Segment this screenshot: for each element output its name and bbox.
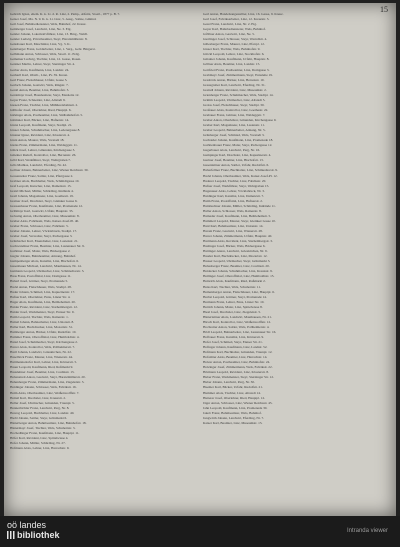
directory-entry: Heinzl Karl, Drechsler, Linz, Kreuzstr. 2.: [10, 395, 66, 400]
directory-entry: Geyer Franz, Schneider, Linz, Altstadt 9.: [10, 97, 66, 102]
directory-entry: Hummer Alois, Tischler, Linz, Altstadt 14.: [203, 390, 261, 395]
directory-entry: Gruber Josef, Verwalter, Steyr, Pachergasse 3.: [10, 234, 73, 239]
viewer-footer: [0, 516, 400, 547]
directory-entry: Göls Mathias, Landwirt, Eferding, Nr. 42.: [10, 163, 67, 168]
directory-entry: Hermann Franz, Lehrer, Enns, Linzer Str. 10.: [203, 299, 265, 304]
directory-entry: Hafner Karl, Oberlehrer, Enns, Linzer Str. 4.: [10, 294, 71, 299]
directory-entry: Gusenleitner Anton, Sattler, Urfahr, Rudolfstr. 6.: [203, 163, 270, 168]
directory-entry: Hochreiter Anton, Sattler, Wels, Pollheimerstr. 4.: [203, 324, 270, 329]
logo-line-1: oö landes: [7, 520, 47, 530]
directory-entry: Geisler Ludwig, Privatbeamter, Steyr, Haratzmüllerstr. 8.: [10, 37, 88, 42]
directory-entry: Gentner Martin, Lehrer, Steyr, Sierninger Str. 4.: [10, 62, 75, 67]
directory-entry: Greiner Josef, Drechsler, Steyr, Gleinker Gasse 6.: [10, 198, 78, 203]
directory-entry: Glück Josef, Lehrer, Gmunden, Kirchengasse 3.: [10, 148, 76, 153]
directory-entry: Hafner Josef, Werkführer, Steyr, Wehrgraben 15.: [203, 183, 270, 188]
right-column: [203, 12, 393, 512]
directory-entry: Haberl Josef, Gärtner, Steyr, Promenade 5.: [10, 279, 69, 284]
directory-entry: Hofmann Alois, Lehrer, Linz, Harrachstr. 9.: [10, 446, 70, 451]
directory-entry: Glaser Johann, Schuhmacher, Linz, Lederergasse 8.: [10, 128, 81, 133]
directory-entry: Heiss Karl, Tischler, Wels, Schubertstr. 11.: [203, 284, 261, 289]
directory-entry: Heinrich Alois, Kaufmann, Ried, Roßmarkt 2.: [203, 279, 266, 284]
directory-entry: Grössing Anton, Oberbeamter, Linz, Museumstr. 8.: [10, 213, 80, 218]
directory-entry: Hauser Leopold, Uhrmacher, Steyr, Grünmarkt 3.: [203, 259, 271, 264]
directory-entry: Grabmayr Josef, Zimmermann, Steyr, Ennsleite 19.: [203, 72, 273, 77]
directory-entry: Kaiser Karl, Beamter, Linz, Museumstr. 15.: [203, 420, 263, 425]
directory-entry: Hehenberger Franz, Zimmermann, Linz, Ziegeleistr. 3.: [10, 380, 85, 385]
directory-entry: Glöckl Leopold, Lehrer, Linz, Stockhofstr. 6.: [203, 52, 265, 57]
directory-entry: Hartmann Alois, Revident, Linz, Starhembergstr. 3.: [203, 239, 273, 244]
directory-entry: Hansl Josef, Schuhmacher, Steyr, Kirchengasse 2.: [10, 340, 78, 345]
directory-entry: Haberfellner Franz, Buchhalter, Linz, Schmiedtorstr. 9.: [203, 168, 278, 173]
directory-entry: Hader Johann, Schmied, Linz, Kapuzinerstr. 17.: [10, 289, 76, 294]
directory-entry: Göbl Karl, Werkführer, Steyr, Wehrgraben 7.: [10, 158, 71, 163]
directory-entry: Hödl Leopold, Bahnarbeiter, Linz, Lustenauer Str. 16.: [203, 329, 277, 334]
directory-entry: Harant Franz, Gastwirt, Linz, Wienerstr. 28.: [203, 229, 263, 234]
directory-entry: Girkinger Alois, Postbeamter, Linz, Südbahnhofstr. 5.: [10, 112, 83, 117]
directory-entry: Gurtner Josef, Beamter, Linz, Bischofstr. 13.: [203, 158, 264, 163]
directory-entry: Gruber Anton, Oberlehrer, Gmunden, Kirchengasse 9.: [203, 117, 277, 122]
directory-entry: Gruber Karl, Magazineur, Linz, Lastenstr. 11.: [203, 123, 265, 128]
directory-entry: Glatz Anton, Maurer, Wels, Vorstadt 18.: [10, 138, 65, 143]
directory-entry: Gruber Johann, Lehrer, Vöcklabruck, Stadtpl. 17.: [10, 229, 78, 234]
directory-entry: Haselböck Franz, Maurer, Linz, Wienerstr. 44.: [10, 355, 73, 360]
directory-entry: Greindl Johann, Revident, Linz, Museumstr. 2.: [203, 87, 267, 92]
directory-entry: Gruber Leopold, Bahnarbeiter, Attnang, Nr. 5.: [203, 128, 266, 133]
directory-entry: Giesen Franz, Tischler, Linz, Mühlkreisbahnstr. 2.: [10, 102, 79, 107]
directory-entry: Geyer Karl, Bahnbediensteter, Wels, Bahnhof.: [203, 27, 266, 32]
directory-entry: Gillesberger Franz, Maurer, Linz, Pfarrpl. 12.: [203, 42, 265, 47]
directory-entry: Hainbuchner Johann, Müller, Schärding, Innlände 11.: [203, 203, 276, 208]
directory-entry: Hagenauer Alois, Lehrer, Vöcklabruck, Nr. 3.: [203, 188, 265, 193]
directory-entry: Hager Alois, Kaufmann, Linz, Bethlehemstr. 20.: [10, 299, 76, 304]
directory-entry: Gerhartl Karl, Obstlt., Linz, Pv. 39. Kreuz.: [10, 72, 68, 77]
directory-entry: Grubauer Franz, Gärtner, Linz, Waldeggstr. 7.: [203, 112, 266, 117]
directory-entry: Haderer Leopold, Tischler, Linz, Fabrikstr. 20.: [203, 178, 267, 183]
directory-entry: Gillhofer Josef, Oberlehrer, Ried, Hauptpl. 6.: [10, 107, 72, 112]
directory-entry: Gusenbauer Michael, Landwirt, Mauthausen, Nr. 14.: [10, 264, 82, 269]
directory-entry: Huber Johann, Landwirt, Perg, Nr. 30.: [203, 380, 255, 385]
directory-entry: Gruber Alois, Fabrikant, Wels, Kaiser-Josef-Pl. 40.: [10, 218, 80, 223]
directory-entry: Gessl Franz, Landwirt, Linz, Nr. 2. Eig.: [203, 22, 257, 27]
logo-line-2: bibliothek: [17, 530, 60, 540]
directory-entry: Heller Josef, Uhrmacher, Gmunden, Traunpl. 5.: [10, 400, 75, 405]
directory-entry: Gelbmann Anton, Schlosser, Wels, Stoatl. 11. Erdg.: [10, 52, 80, 57]
directory-entry: Hauer Leopold, Kaufmann, Ried, Roßmarkt 9.: [10, 365, 74, 370]
directory-entry: Harrer Alois, Kontrollor, Wels, Pollheimerstr. 7.: [10, 345, 76, 350]
directory-entry: Hofstätter Alois, Beamter, Linz, Harrachstr. 14.: [203, 355, 268, 360]
directory-entry: Gehrich Ignaz, ehem. K. k. Lt. d. R. Linz, 2. Pamp., Alfeitz, Stoatl., 1877 p. B. 7.: [10, 12, 121, 16]
directory-entry: Hinterberger Anton, Bahnbeamter, Linz, Bahnhofstr. 18.: [10, 420, 87, 425]
directory-entry: Gutmann Leopold, Uhrmacher, Linz, Schmiedtorstr. 3.: [10, 269, 85, 274]
directory-entry: Hartl Johann, Landwirt, Grieskirchen, Nr. 22.: [10, 350, 72, 355]
scanned-page: [4, 3, 396, 516]
directory-entry: Geinberger Josef, Landwirt, Linz, Ne. 3. Eig.: [10, 27, 72, 32]
directory-entry: Hackl Johann, Oberbeamter, Wels, Kaiser-Josef-Pl. 12.: [203, 173, 278, 178]
directory-entry: Hebenstreit Anton, Gastwirt, Steyr, Haratzmüllerstr. 20.: [10, 375, 86, 380]
directory-entry: Hammer Franz, Oberoffizial, Linz, Humboldtstr. 4.: [10, 335, 80, 339]
directory-entry: Gerstl Anton, Beamter, Linz, Bahnhofstr. 3.: [10, 87, 70, 92]
directory-entry: Hiebl Johann, Sattler, Steyr, Grünmarkt 6.: [10, 415, 68, 420]
directory-entry: Hennerbichler Franz, Landwirt, Perg, Nr. 8.: [10, 405, 70, 410]
directory-entry: Gugler Johann, Bahnbeamter, Attnang, Bahnhof.: [10, 254, 77, 259]
directory-entry: Huber Franz, Werkmeister, Steyr, Sierninger Str. 12.: [203, 375, 274, 380]
directory-entry: Hofinger Johann, Kaufmann, Linz, Landstr. 52.: [203, 345, 268, 350]
directory-entry: Grausgruber Karl, Landwirt, Eferding, Nr. 31.: [203, 82, 266, 87]
directory-entry: Gemeiner Ludwig, Tischler, Linz, 12. Gasse, Rosen.: [10, 57, 82, 62]
directory-entry: Haim Franz, Postoffizial, Linz, Hafnerstr. 2.: [203, 198, 263, 203]
directory-entry: Grünbacher Karl, Eisendreher, Linz, Lastenstr. 21.: [10, 239, 79, 244]
logo-bars-icon: [7, 531, 15, 539]
directory-entry: Heidecker Johann, Schuhmacher, Linz, Kreuzstr. 9.: [203, 269, 273, 274]
directory-entry: Geistberger Franz, Goldarbeiter, Linz, 1. Verg., Gebr. Bürgerst.: [10, 47, 96, 52]
directory-entry: Glanz Leopold, Kaufmann, Steyr, Stadtpl. 21.: [10, 123, 73, 128]
directory-entry: Hofer Johann, Müller, Schärding, Nr. 27.: [10, 440, 66, 445]
intranda-viewer-link[interactable]: Intranda viewer: [346, 528, 388, 534]
directory-entry: Hamberger Anton, Bäcker, Urfahr, Rudolfstr. 10.: [10, 329, 77, 334]
directory-entry: Geissbauer Karl, Maschinist, Linz, Vg. 3. K.: [10, 42, 71, 47]
logo-line-2-wrap: [7, 530, 60, 540]
directory-entry: Huemer Karl, Bäcker, Urfahr, Rudolfstr. 21.: [203, 385, 263, 390]
directory-entry: Gugerbauer Alois, Landwirt, Perg, Nr. 16.: [203, 148, 261, 153]
directory-entry: Gossenreiter Franz, Sattler, Linz, Pfarrgasse 2.: [10, 173, 74, 178]
directory-entry: Gmeiner Rudolf, Kontrollor, Linz, Herrenstr. 26.: [10, 153, 77, 158]
directory-entry: Glaser Karl, Tischler, Wels, Bahnhofstr. 9.: [203, 47, 261, 52]
directory-entry: Hattmannsdorfer Karl, Lehrer, Linz, Körnerstr. 5.: [10, 360, 78, 365]
directory-entry: Gierlinger Josef, Schlosser, Steyr, Werndlstr. 4.: [203, 37, 267, 42]
directory-entry: Gottfried Franz, Postbeamter, Linz, Domgasse 3.: [203, 67, 270, 72]
directory-entry: Geisler Johann, Lokomotivführer, Linz, 13. Brng., Weldl.: [10, 32, 88, 37]
directory-entry: Hintermayr Josef, Tischler, Wels, Schubertstr. 3.: [10, 425, 76, 430]
directory-entry: Hebesberger Franz, Beamter, Linz, Coulinstr. 20.: [203, 264, 270, 269]
directory-entry: Haslinger Josef, Bäcker, Wels, Bäckergasse 6.: [203, 244, 266, 249]
directory-entry: Gressenbauer Franz, Kaufmann, Linz, Promenade 12.: [10, 203, 83, 208]
directory-entry: Hackl Anton, Fleischhauer, Wels, Stadtpl. 28.: [10, 284, 72, 289]
directory-entry: Gerl Josef, Fabriksarbeiter, Linz, 12. Kreuzstr. 3.: [203, 17, 270, 22]
directory-entry: Hauder Karl, Buchdrucker, Linz, Mozartstr. 12.: [203, 254, 268, 259]
directory-entry: Geiser Josef, Ma. N. 9. K. k. Lt. Linz, 5. Ausg., Saline, Gmünd.: [10, 17, 97, 22]
directory-entry: Gleiss Franz, Zimmermann, Linz, Waldeggstr. 11.: [10, 143, 78, 148]
directory-entry: Gschwandtner Franz, Beamter, Linz, Lustenauer Str. 9.: [10, 244, 85, 249]
directory-entry: Grienberger Franz, Schuhmacher, Wels, Stadtpl. 14.: [203, 92, 274, 97]
directory-entry: Grillmayr Karl, Gastwirt, Urfahr, Hauptstr. 33.: [10, 208, 74, 213]
directory-entry: Jungwirth Johann, Landwirt, Eferding, Nr. 7.: [203, 415, 265, 420]
directory-entry: Hettich Johann, Maler, Linz, Spittelwiese 8.: [203, 304, 263, 309]
directory-entry: Hausleitner Josef, Beamter, Linz, Coulinstr. 13.: [10, 370, 75, 375]
directory-entry: Heilinger Josef, Oberoffizial, Linz, Humboldtstr. 15.: [203, 274, 275, 279]
directory-entry: Gerstmayr Josef, Hausbesitzer, Steyr, Ennsleite 12.: [10, 92, 80, 97]
directory-entry: Haim Leopold, Tischler, Wels, Rainerstr. 1.: [10, 314, 69, 319]
directory-entry: Groiss Josef, Fleischhauer, Steyr, Stadtpl. 30.: [203, 102, 265, 107]
directory-entry: Jahn Leopold, Kaufmann, Linz, Promenade 30.: [203, 405, 268, 410]
directory-entry: Harrer Johann, Zimmermann, Urfahr, Hauptstr. 40.: [203, 234, 273, 239]
directory-entry: Hammerl Leopold, Maurer, Steyr, Gleinker Gasse 10.: [203, 218, 276, 223]
directory-entry: Hofer Josef, Schmied, Steyr, Ennser Str. 21.: [203, 340, 263, 345]
directory-entry: Hofmann Karl, Buchhalter, Gmunden, Traunpl. 12.: [203, 350, 273, 355]
directory-entry: Glasner Ignaz, Revident, Linz, Klosterstr. 4.: [10, 133, 70, 138]
library-logo[interactable]: [7, 520, 60, 540]
directory-entry: Gumpenberger Alois, Kanzlist, Linz, Bischofstr. 6.: [10, 259, 79, 264]
directory-entry: Haider Josef, Werkmeister, Steyr, Ennser Str. 9.: [10, 309, 75, 314]
left-column: [10, 12, 200, 512]
directory-entry: Haller Anton, Schlosser, Wels, Rainerstr. 8.: [203, 208, 262, 213]
directory-entry: Gumpinger Karl, Drechsler, Linz, Kapuzinerstr. 4.: [203, 153, 272, 158]
directory-entry: Hanl Karl, Bahnbeamter, Linz, Unionstr. 14.: [203, 223, 264, 228]
directory-entry: Gruber Franz, Schlosser, Linz, Fabrikstr. 5.: [10, 223, 69, 228]
directory-entry: Hattinger Anton, Landwirt, Grieskirchen, Nr. 9.: [203, 249, 268, 254]
directory-entry: Hamader Josef, Kaufmann, Linz, Bethlehemstr. 5.: [203, 213, 271, 218]
directory-entry: Gratzl Michael, Müller, Schärding, Innlände 4.: [10, 188, 74, 193]
directory-entry: Gföllner Anton, Gastwirt, Linz, Ne. 5.: [203, 32, 255, 37]
directory-entry: Gerber Alois, Kaufmann, Linz, Landstr. 24.: [10, 67, 70, 72]
directory-entry: Hainzl Johann, Bahnarbeiter, Linz, Unionstr. 8.: [10, 319, 75, 324]
directory-entry: Heim Alois, Oberbeamter, Linz, Weißenwolffstr. 7.: [10, 390, 80, 395]
directory-entry: Haidinger Karl, Kanzlist, Linz, Dametzstr. 7.: [203, 193, 265, 198]
page-number: 15: [380, 5, 388, 14]
directory-entry: Hiesl Josef, Drechsler, Linz, Ziegeleistr. 5.: [203, 309, 261, 314]
directory-entry: Gstöttenbauer Franz, Maler, Steyr, Pachergasse 12.: [203, 143, 273, 148]
directory-entry: Geil Josef, Bahnbediensteter, Wels, Bahnhof, 22. Kreuz.: [10, 22, 87, 27]
directory-entry: Holzinger Josef, Zimmermann, Wels, Fabrikstr. 22.: [203, 365, 273, 370]
directory-entry: Grasböck Anton, Bäcker, Linz, Herrenstr. 10.: [203, 77, 265, 82]
directory-entry: Gollner Johann, Bahnarbeiter, Linz, Wiener Reichsstr. 30.: [10, 168, 89, 173]
directory-entry: Großauer Alois, Kontrollor, Linz, Goethestr. 22.: [203, 107, 269, 112]
directory-entry: Jakob Franz, Bahnbeamter, Wels, Bahnhof.: [203, 410, 262, 415]
directory-entry: Hinterleitner Alois, Landwirt, Mauthausen, Nr. 21.: [203, 314, 272, 319]
directory-entry: Grimm Leopold, Uhrmacher, Linz, Altstadt 5.: [203, 97, 266, 102]
directory-entry: Heidinger Johann, Schlosser, Wels, Fabrikstr. 16.: [10, 385, 77, 390]
directory-entry: Hemetsberger Anton, Fleischhauer, Linz, Hauptpl. 6.: [203, 289, 275, 294]
directory-entry: Hirsch Karl, Kontrollor, Linz, Weißenwolffstr. 12.: [203, 319, 272, 324]
directory-entry: Gerl Anton, Handelsangestellter, Linz, 16. Gasse, 9. Kreuz.: [203, 12, 284, 16]
directory-entry: Hutterer Josef, Oberlehrer, Ried, Hauptpl. 12.: [203, 395, 266, 400]
directory-entry: Jäger Anton, Schlosser, Linz, Wiener Reichsstr. 45.: [203, 400, 273, 405]
directory-entry: Greil Johann, Magazineur, Linz, Goethestr. 19.: [10, 193, 74, 198]
directory-entry: Gschaider Johann, Kaufmann, Linz, Promenade 18.: [203, 138, 274, 143]
directory-entry: Herzog Leopold, Buchhalter, Linz, Landstr. 40.: [10, 410, 75, 415]
directory-entry: Höfer Karl, Revident, Linz, Spittelwiese 4.: [10, 435, 69, 440]
directory-entry: Holzer Anton, Postbeamter, Linz, Bahnhofstr. 24.: [203, 360, 271, 365]
directory-entry: Gerlach Johann, Gastwirt, Wels, Ringstr. 7.: [10, 82, 69, 87]
directory-entry: Herbst Leopold, Gärtner, Steyr, Promenade 14.: [203, 294, 267, 299]
directory-entry: Hofbauer Franz, Kanzlist, Linz, Körnerstr. 9.: [203, 335, 265, 339]
directory-entry: Gmainer Johann, Kaufmann, Urfahr, Hauptstr. 8.: [203, 57, 270, 62]
directory-entry: Grabner Alois, Buchhalter, Wels, Schmidtgasse 10.: [10, 178, 80, 183]
directory-entry: Göllner Alois, Beamter, Linz, Landstr. 15.: [203, 62, 261, 67]
directory-entry: Hörmann Leopold, Revident, Linz, Klosterstr. 8.: [203, 370, 269, 375]
directory-entry: Grünberger Josef, Schmied, Wels, Vorstadt 3.: [203, 133, 265, 138]
directory-entry: Gittmaier Karl, Bäcker, Linz, Hafnerstr. 14.: [10, 117, 70, 122]
directory-entry: Haider Franz, Revident, Linz, Starhembergstr. 12.: [10, 304, 78, 309]
directory-entry: Haller Karl, Buchdrucker, Linz, Mozartstr. 31.: [10, 324, 73, 329]
directory-entry: Gstöttner Josef, Maler, Wels, Bäckergasse 2.: [10, 249, 71, 254]
directory-entry: Graf Leopold, Kutscher, Linz, Dametzstr. 15.: [10, 183, 72, 188]
directory-entry: Haas Franz, Postoffizial, Linz, Domgasse 11.: [10, 274, 72, 279]
directory-entry: Gerl Franz, Fleischhauer, Urfahr, Gasse 5.: [10, 77, 68, 82]
directory-entry: Hochedlinger Franz, Kaufmann, Linz, Hauptpl. 11.: [10, 430, 80, 435]
